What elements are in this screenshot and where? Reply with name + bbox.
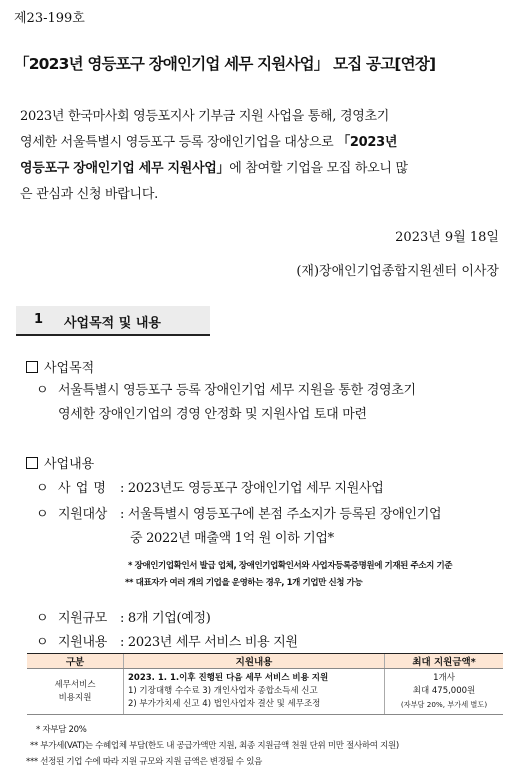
table-row bbox=[27, 669, 503, 715]
detail-item: ㅇ 지원내용 : 2023년 세무 서비스 비용 지원 bbox=[36, 631, 298, 650]
announcement-date: 2023년 9월 18일 bbox=[395, 230, 499, 245]
purpose-item: ㅇ 서울특별시 영등포구 등록 장애인기업 세무 지원을 통한 경영초기 bbox=[36, 379, 416, 398]
table-cell-amount: 1개사 최대 475,000원 (자부담 20%, 부가세 별도) bbox=[385, 669, 504, 715]
page-title: 「2023년 영등포구 장애인기업 세무 지원사업」 모집 공고[연장] bbox=[14, 55, 436, 73]
target-note: ** 대표자가 여러 개의 기업을 운영하는 경우, 1개 기업만 신청 가능 bbox=[125, 578, 363, 588]
table-cell-content: 2023. 1. 1.이후 진행된 다음 세무 서비스 비용 지원 1) 기장대행 수수료 3) 개인사업자 종합소득세 신고 2) 부가가치세 신고 4) 법인사업자 결산 및 세무조정 bbox=[124, 669, 385, 715]
bullet-icon: ㅇ bbox=[36, 481, 49, 496]
intro-line: 영등포구 장애인기업 세무 지원사업」에 참여할 기업을 모집 하오니 많 bbox=[20, 161, 408, 176]
program-name-item: ㅇ 사 업 명 : 2023년도 영등포구 장애인기업 세무 지원사업 bbox=[36, 477, 384, 496]
bullet-icon: ㅇ bbox=[36, 611, 49, 626]
footnote: *** 선정된 기업 수에 따라 지원 규모와 지원 금액은 변경될 수 있음 bbox=[26, 757, 263, 767]
target-note: * 장애인기업확인서 발급 업체, 장애인기업확인서와 사업자등록증명원에 기재된 주소지 기준 bbox=[128, 561, 453, 571]
purpose-heading: 사업목적 bbox=[26, 357, 94, 376]
section-header bbox=[16, 306, 210, 336]
footnote: ** 부가세(VAT)는 수혜업체 부담(한도 내 공급가액만 지원, 최종 지원금액 천원 단위 미만 절사하여 지원) bbox=[30, 741, 399, 751]
scale-item: ㅇ 지원규모 : 8개 기업(예정) bbox=[36, 607, 211, 626]
program-name-emphasis: 영등포구 장애인기업 세무 지원사업」 bbox=[20, 161, 230, 176]
section-number: 1 bbox=[34, 312, 44, 327]
table-cell-category: 세무서비스 비용지원 bbox=[27, 669, 124, 715]
checkbox-icon bbox=[26, 361, 38, 373]
support-table bbox=[27, 653, 503, 715]
intro-line: 은 관심과 신청 바랍니다. bbox=[20, 187, 158, 202]
bullet-icon: ㅇ bbox=[36, 635, 49, 650]
program-name-emphasis: 「2023년 bbox=[337, 135, 398, 150]
purpose-item-continued: 영세한 장애인기업의 경영 안정화 및 지원사업 토대 마련 bbox=[58, 407, 367, 422]
signature: (재)장애인기업종합지원센터 이사장 bbox=[296, 264, 499, 279]
intro-paragraph bbox=[20, 104, 500, 208]
table-header: 구분 bbox=[27, 654, 124, 669]
section-title: 사업목적 및 내용 bbox=[64, 316, 161, 331]
bullet-icon: ㅇ bbox=[36, 383, 49, 398]
table-header-row bbox=[27, 654, 503, 669]
footnote: * 자부담 20% bbox=[36, 725, 87, 735]
checkbox-icon bbox=[26, 457, 38, 469]
intro-line: 영세한 서울특별시 영등포구 등록 장애인기업을 대상으로 「2023년 bbox=[20, 135, 398, 150]
table-header: 지원내용 bbox=[124, 654, 385, 669]
bullet-icon: ㅇ bbox=[36, 507, 49, 522]
intro-line: 2023년 한국마사회 영등포지사 기부금 지원 사업을 통해, 경영초기 bbox=[20, 109, 389, 124]
target-item: ㅇ 지원대상 : 서울특별시 영등포구에 본점 주소지가 등록된 장애인기업 bbox=[36, 503, 441, 522]
content-heading: 사업내용 bbox=[26, 453, 94, 472]
target-item-continued: 중 2022년 매출액 1억 원 이하 기업* bbox=[130, 531, 334, 546]
document-number: 제23-199호 bbox=[14, 11, 85, 26]
table-header: 최대 지원금액* bbox=[385, 654, 504, 669]
